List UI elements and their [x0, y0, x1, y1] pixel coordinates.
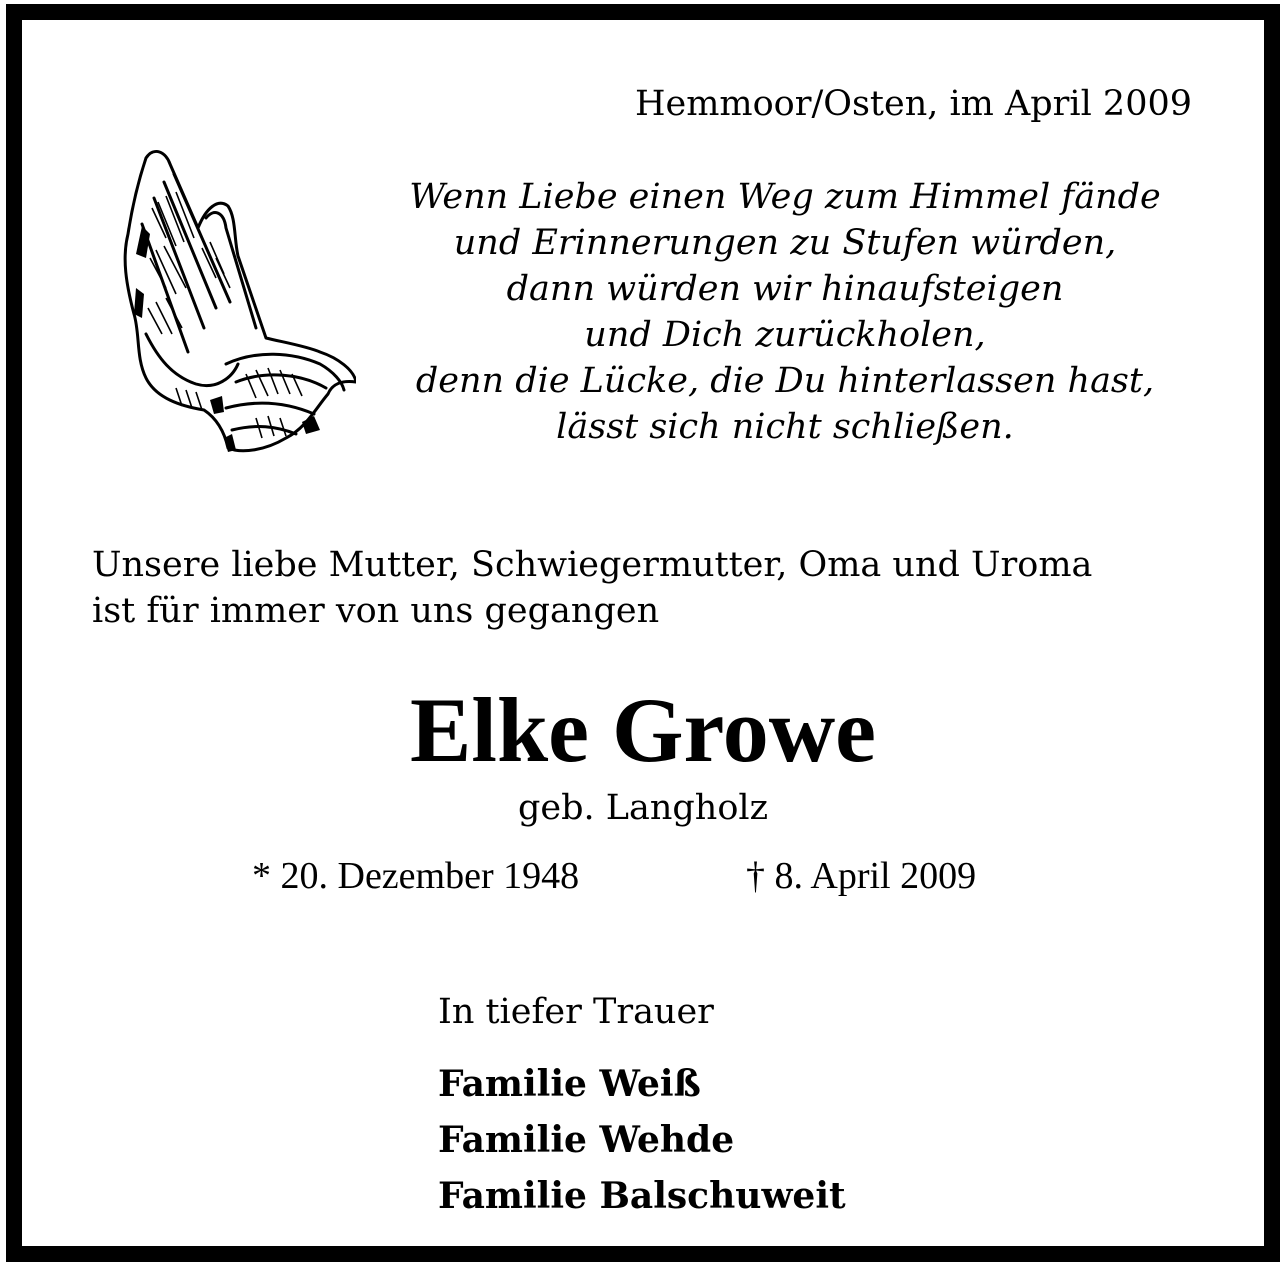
- praying-hands-icon: [106, 138, 356, 458]
- maiden-name: geb. Langholz: [517, 788, 769, 828]
- place-date: Hemmoor/Osten, im April 2009: [634, 84, 1192, 124]
- poem-line: und Erinnerungen zu Stufen würden,: [453, 223, 1117, 263]
- mourner-families: [438, 1056, 846, 1224]
- poem-line: Wenn Liebe einen Weg zum Himmel fände: [409, 177, 1161, 217]
- birth-date: * 20. Dezember 1948: [252, 855, 580, 897]
- announcement-text: [92, 542, 1092, 634]
- deceased-name: Elke Growe: [410, 679, 876, 781]
- family-name: Familie Balschuweit: [438, 1175, 846, 1217]
- poem-line: dann würden wir hinaufsteigen: [506, 269, 1064, 309]
- poem: [370, 174, 1200, 450]
- poem-line: und Dich zurückholen,: [584, 315, 986, 355]
- family-name: Familie Weiß: [438, 1063, 701, 1105]
- family-name: Familie Wehde: [438, 1119, 735, 1161]
- mourning-intro: In tiefer Trauer: [438, 992, 714, 1032]
- announcement-line: Unsere liebe Mutter, Schwiegermutter, Oma und Uroma: [92, 545, 1093, 585]
- poem-line: denn die Lücke, die Du hinterlassen hast,: [415, 361, 1155, 401]
- death-date: † 8. April 2009: [746, 855, 977, 897]
- obituary-notice: [6, 4, 1280, 1262]
- poem-line: lässt sich nicht schließen.: [556, 407, 1014, 447]
- announcement-line: ist für immer von uns gegangen: [92, 591, 660, 631]
